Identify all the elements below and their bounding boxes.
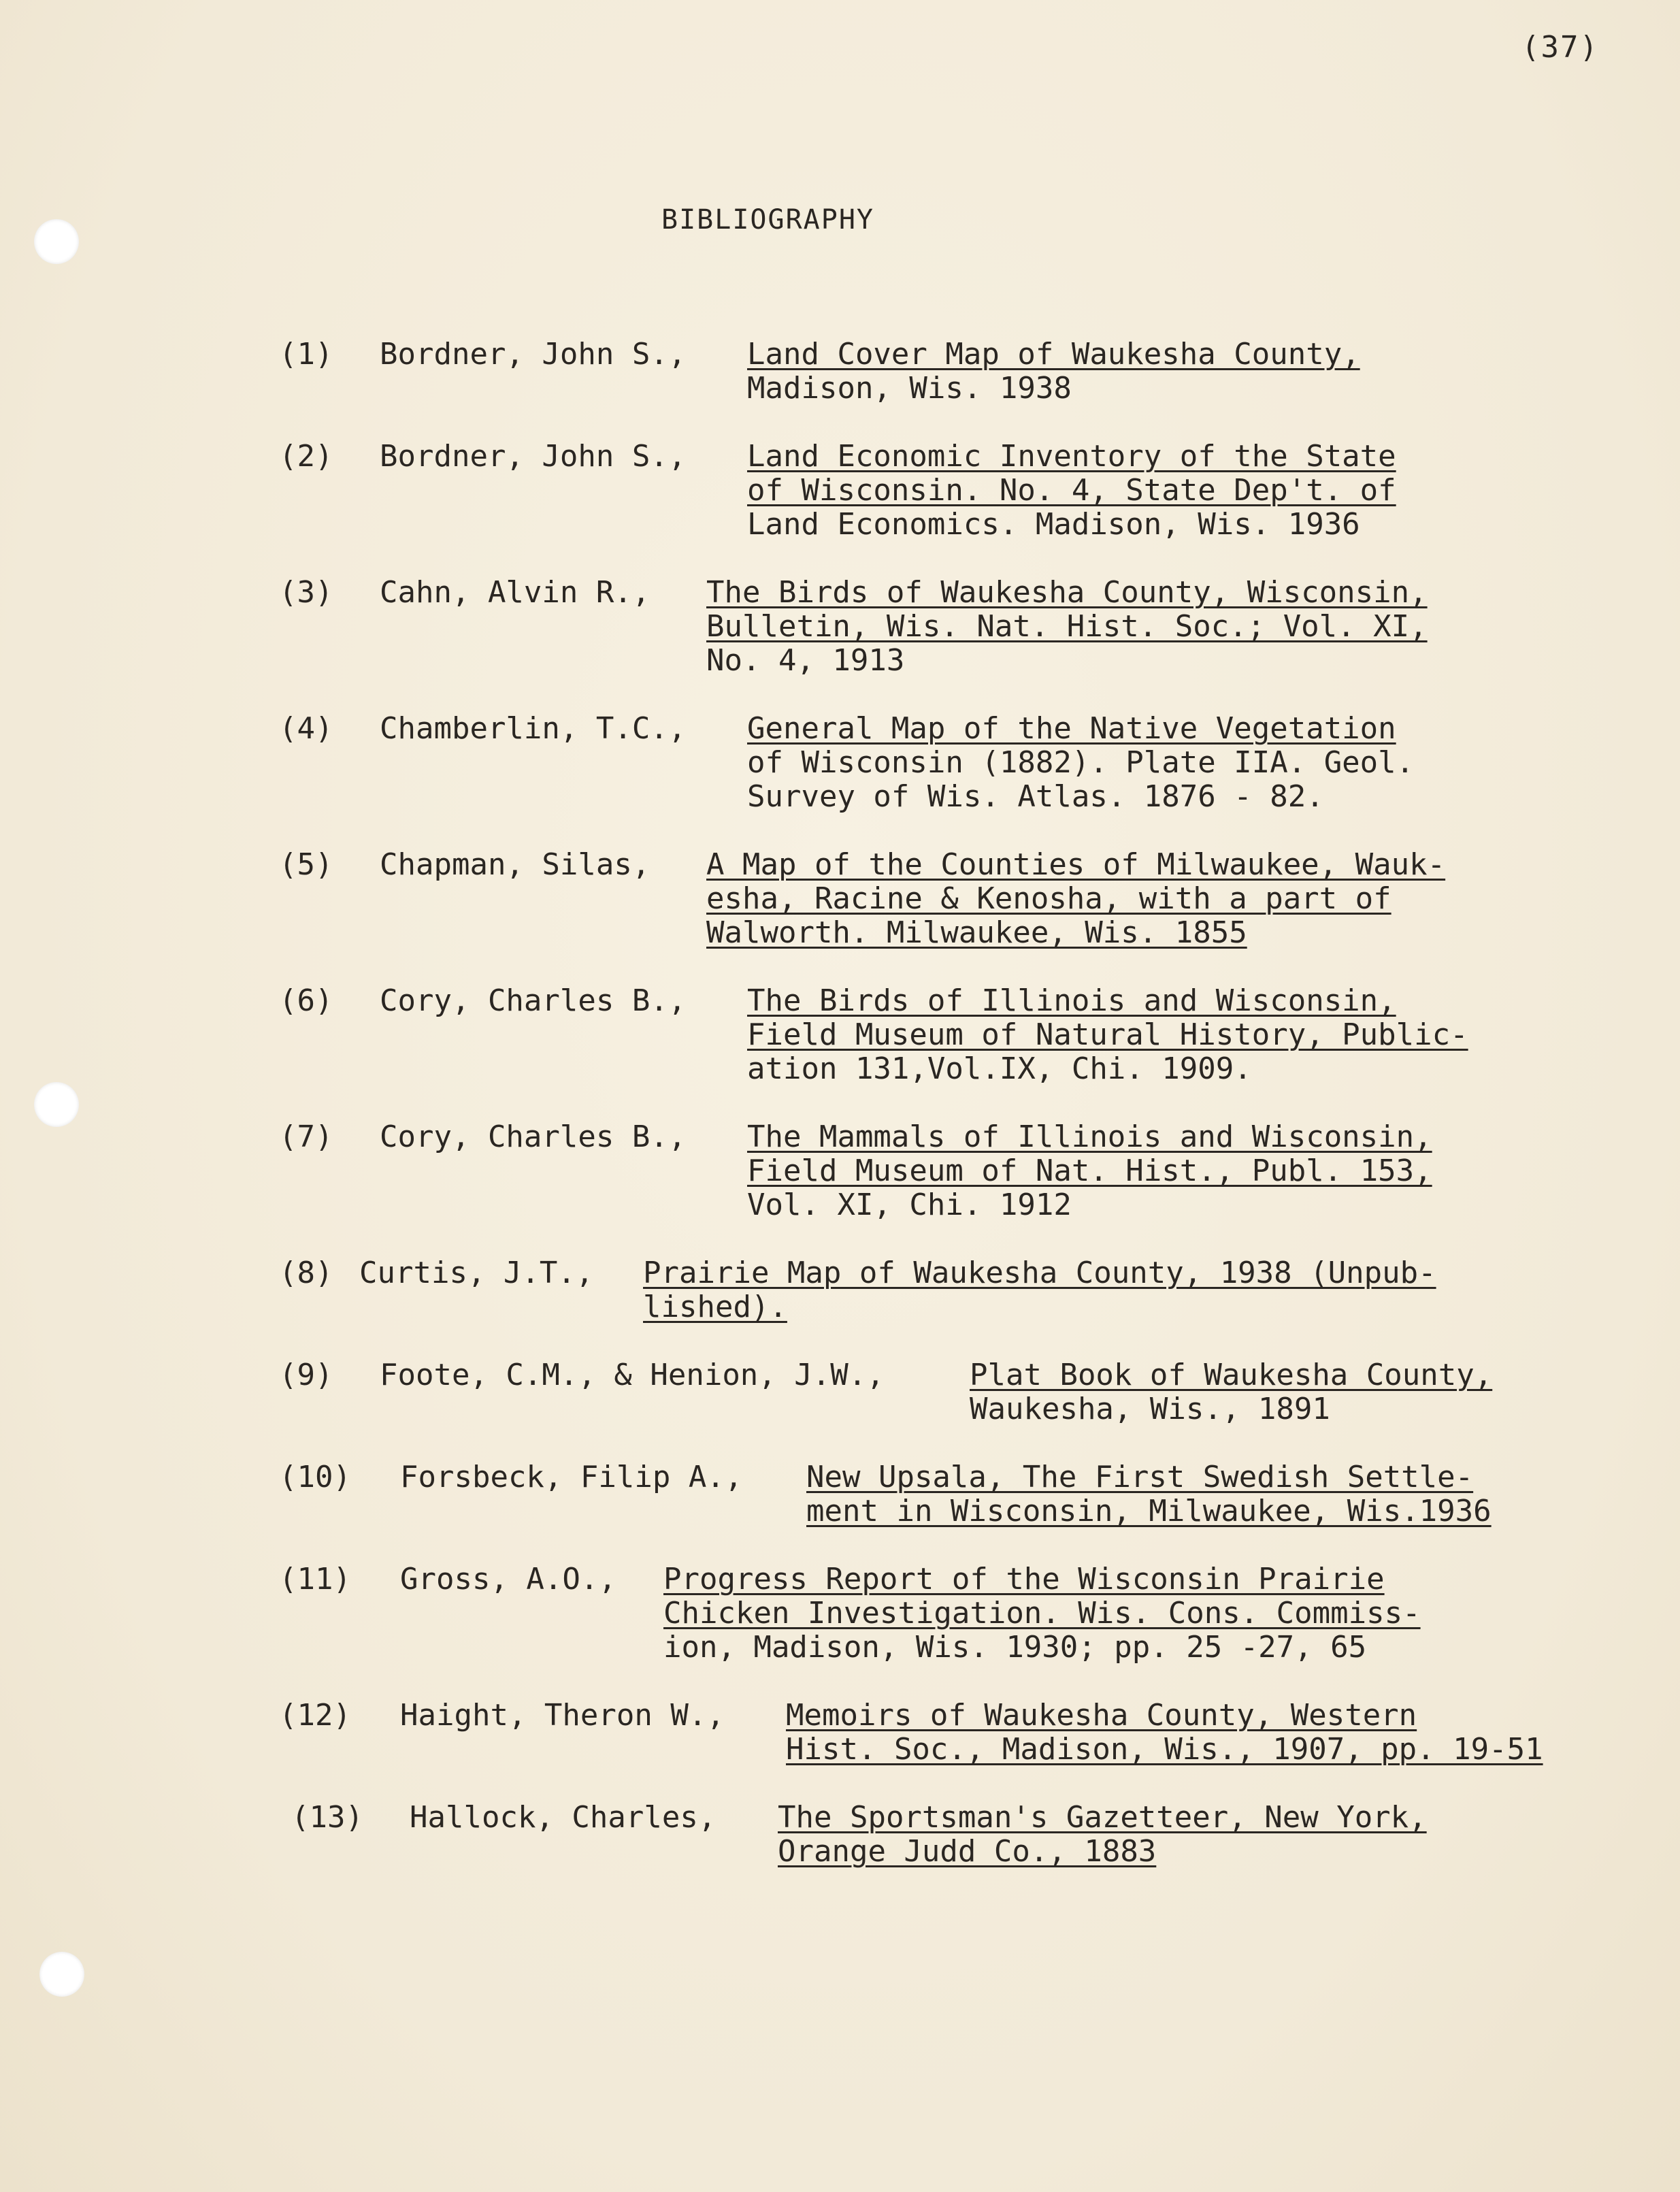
entry-reference-line: Prairie Map of Waukesha County, 1938 (Unpub-	[643, 1256, 1436, 1290]
entry-reference-line: The Sportsman's Gazetteer, New York,	[778, 1800, 1427, 1835]
entry-author: Foote, C.M., & Henion, J.W.,	[380, 1358, 885, 1392]
entry-number: (7)	[279, 1119, 333, 1154]
entry-reference-line: Field Museum of Nat. Hist., Publ. 153,	[747, 1154, 1432, 1188]
entry-reference-line: Land Cover Map of Waukesha County,	[747, 337, 1360, 372]
entry-reference-line: Field Museum of Natural History, Public-	[747, 1017, 1468, 1052]
entry-reference-line: ion, Madison, Wis. 1930; pp. 25 -27, 65	[663, 1630, 1367, 1665]
entry-reference-line: Orange Judd Co., 1883	[778, 1834, 1157, 1869]
entry-reference-line: Land Economic Inventory of the State	[747, 439, 1396, 474]
entry-reference-line: esha, Racine & Kenosha, with a part of	[706, 881, 1391, 916]
entry-reference-line: Madison, Wis. 1938	[747, 371, 1072, 406]
entry-number: (8)	[279, 1256, 333, 1290]
entry-reference-line: of Wisconsin (1882). Plate IIA. Geol.	[747, 745, 1415, 780]
entry-reference-line: Vol. XI, Chi. 1912	[747, 1188, 1072, 1222]
entry-reference-line: The Birds of Waukesha County, Wisconsin,	[706, 575, 1428, 610]
entry-reference-line: The Mammals of Illinois and Wisconsin,	[747, 1119, 1432, 1154]
entry-author: Hallock, Charles,	[410, 1800, 717, 1835]
entry-author: Curtis, J.T.,	[359, 1256, 594, 1290]
page-title: BIBLIOGRAPHY	[661, 204, 874, 235]
punch-hole	[34, 219, 79, 264]
entry-author: Cory, Charles B.,	[380, 1119, 687, 1154]
entry-number: (11)	[279, 1562, 351, 1597]
entry-reference-line: Bulletin, Wis. Nat. Hist. Soc.; Vol. XI,	[706, 609, 1428, 644]
entry-author: Chapman, Silas,	[380, 847, 650, 882]
entry-reference-line: New Upsala, The First Swedish Settle-	[806, 1460, 1474, 1494]
entry-number: (1)	[279, 337, 333, 372]
entry-author: Bordner, John S.,	[380, 337, 687, 372]
entry-number: (2)	[279, 439, 333, 474]
entry-reference-line: Plat Book of Waukesha County,	[970, 1358, 1493, 1392]
entry-reference-line: lished).	[643, 1290, 787, 1324]
entry-number: (10)	[279, 1460, 351, 1494]
entry-reference-line: General Map of the Native Vegetation	[747, 711, 1396, 746]
entry-reference-line: No. 4, 1913	[706, 643, 905, 678]
entry-author: Bordner, John S.,	[380, 439, 687, 474]
punch-hole	[39, 1952, 84, 1997]
entry-number: (4)	[279, 711, 333, 746]
entry-reference-line: Walworth. Milwaukee, Wis. 1855	[706, 915, 1247, 950]
entry-author: Haight, Theron W.,	[400, 1698, 725, 1733]
entry-reference-line: Hist. Soc., Madison, Wis., 1907, pp. 19-51	[786, 1732, 1543, 1767]
entry-author: Cory, Charles B.,	[380, 983, 687, 1018]
entry-number: (3)	[279, 575, 333, 610]
entry-number: (6)	[279, 983, 333, 1018]
entry-author: Gross, A.O.,	[400, 1562, 616, 1597]
entry-author: Cahn, Alvin R.,	[380, 575, 650, 610]
entry-reference-line: Survey of Wis. Atlas. 1876 - 82.	[747, 779, 1324, 814]
entry-reference-line: The Birds of Illinois and Wisconsin,	[747, 983, 1396, 1018]
page-number: (37)	[1521, 30, 1599, 65]
entry-number: (5)	[279, 847, 333, 882]
entry-number: (13)	[291, 1800, 363, 1835]
entry-reference-line: Progress Report of the Wisconsin Prairie	[663, 1562, 1385, 1597]
entry-reference-line: ment in Wisconsin, Milwaukee, Wis.1936	[806, 1494, 1492, 1528]
entry-author: Chamberlin, T.C.,	[380, 711, 687, 746]
entry-author: Forsbeck, Filip A.,	[400, 1460, 743, 1494]
entry-reference-line: of Wisconsin. No. 4, State Dep't. of	[747, 473, 1396, 508]
entry-reference-line: Chicken Investigation. Wis. Cons. Commiss-	[663, 1596, 1421, 1631]
entry-reference-line: Memoirs of Waukesha County, Western	[786, 1698, 1417, 1733]
entry-reference-line: Waukesha, Wis., 1891	[970, 1392, 1330, 1426]
punch-hole	[34, 1082, 79, 1127]
entry-number: (9)	[279, 1358, 333, 1392]
entry-reference-line: ation 131,Vol.IX, Chi. 1909.	[747, 1051, 1252, 1086]
entry-number: (12)	[279, 1698, 351, 1733]
entry-reference-line: Land Economics. Madison, Wis. 1936	[747, 507, 1360, 542]
entry-reference-line: A Map of the Counties of Milwaukee, Wauk-	[706, 847, 1446, 882]
